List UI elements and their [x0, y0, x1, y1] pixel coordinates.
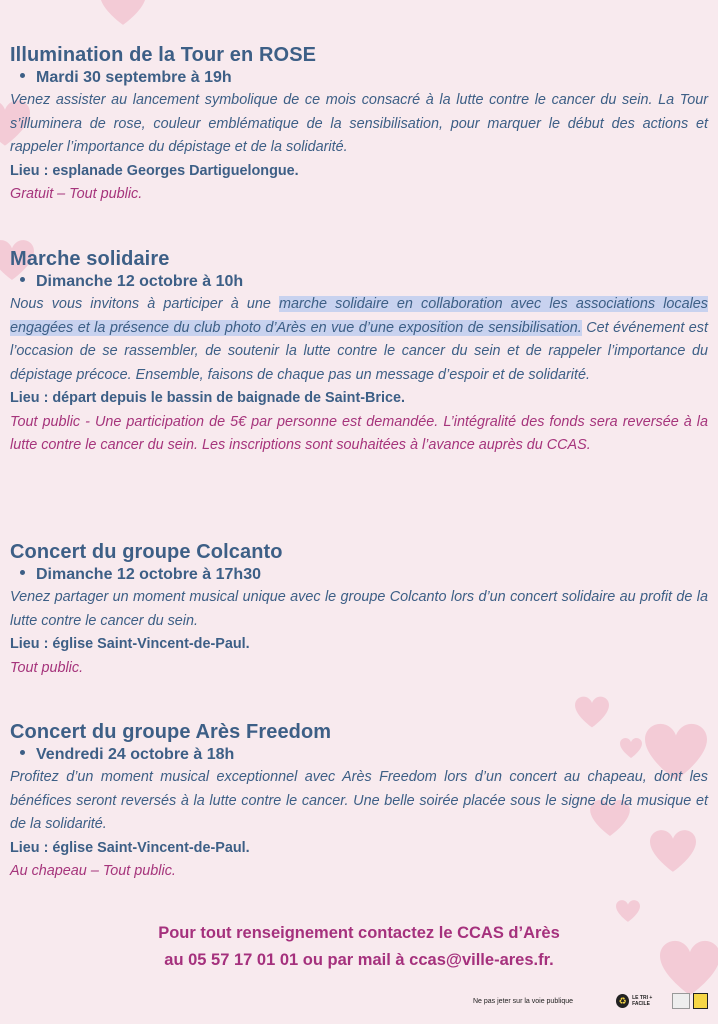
event-audience: Gratuit – Tout public. [10, 186, 143, 202]
bullet-icon [20, 277, 25, 282]
event-description: Venez partager un moment musical unique avec le groupe Colcanto lors d’un concert solidaire au profit de la lutte contre le cancer du sein. [10, 589, 708, 629]
event-title: Illumination de la Tour en ROSE [10, 44, 317, 66]
event-description: Nous vous invitons à participer à une marche solidaire en collaboration avec les associations locales engagées et la présence du club photo d’Arès en vue d’une exposition de sensibilisation. Cet événement est l’occasion de se rassembler, de soutenir la lutte contre le cancer du sein et de rappeler l’importance du dépistage précoce. Ensemble, faisons de chaque pas un message d’espoir et de solidarité. [10, 296, 708, 383]
recycle-icon: ♻ [616, 994, 629, 1008]
event-title: Marche solidaire [10, 248, 170, 270]
event-title: Concert du groupe Arès Freedom [10, 721, 332, 743]
event-colcanto [10, 541, 708, 680]
heart-decoration [100, 0, 146, 26]
event-audience: Au chapeau – Tout public. [10, 863, 176, 879]
event-title: Concert du groupe Colcanto [10, 541, 283, 563]
event-location: Lieu : esplanade Georges Dartiguelongue. [10, 162, 299, 179]
event-location: Lieu : église Saint-Vincent-de-Paul. [10, 839, 250, 856]
contact-info [10, 920, 708, 974]
highlighted-text: marche solidaire en collaboration avec les associations locales engagées et la présence du club photo d’Arès en vue d’une exposition de sensibilisation. [10, 296, 708, 336]
event-ares-freedom [10, 721, 708, 884]
recycling-logo [616, 990, 708, 1012]
event-audience: Tout public - Une participation de 5€ par personne est demandée. L’intégralité des fonds sera reversée à la lutte contre le cancer du sein. Les inscriptions sont souhaitées à l’avance auprès du CCAS. [10, 413, 708, 453]
contact-line-2: au 05 57 17 01 01 ou par mail à ccas@ville-ares.fr. [164, 951, 554, 969]
brand-mark-icon [693, 993, 708, 1009]
event-illumination [10, 44, 708, 207]
event-description: Profitez d’un moment musical exceptionnel avec Arès Freedom lors d’un concert au chapeau, dont les bénéfices seront reversés à la lutte contre le cancer. Une belle soirée placée sous le signe de la musique et de la solidarité. [10, 769, 708, 832]
event-audience: Tout public. [10, 659, 84, 676]
event-marche [10, 248, 708, 458]
footer-note: Ne pas jeter sur la voie publique [473, 998, 574, 1005]
event-date: Dimanche 12 octobre à 17h30 [20, 566, 708, 584]
event-location: Lieu : départ depuis le bassin de baignade de Saint-Brice. [10, 390, 406, 406]
event-description: Venez assister au lancement symbolique de ce mois consacré à la lutte contre le cancer du sein. La Tour s’illuminera de rose, couleur emblématique de la sensibilisation, pour marquer le début des actions et rappeler l’importance du dépistage et de la solidarité. [10, 92, 708, 155]
bullet-icon [20, 750, 25, 755]
logo-text: LE TRI + FACILE [632, 995, 653, 1007]
event-date: Mardi 30 septembre à 19h [20, 69, 708, 87]
bullet-icon [20, 73, 25, 78]
bullet-icon [20, 570, 25, 575]
event-date: Dimanche 12 octobre à 10h [20, 273, 708, 291]
event-date: Vendredi 24 octobre à 18h [20, 746, 708, 764]
bin-icon [672, 993, 690, 1009]
heart-decoration [616, 900, 640, 922]
contact-line-1: Pour tout renseignement contactez le CCAS d’Arès [158, 924, 560, 942]
event-location: Lieu : église Saint-Vincent-de-Paul. [10, 636, 250, 652]
